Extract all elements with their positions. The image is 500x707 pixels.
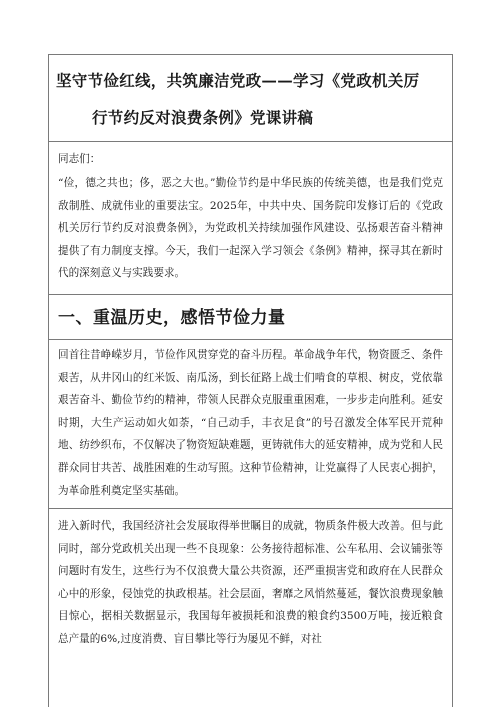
heading-divider: [48, 339, 453, 340]
intro-paragraph: “俭，德之共也；侈，恶之大也。”勤俭节约是中华民族的传统美德，也是我们党克敌制胜、成就伟业的重要法宝。2025年，中共中央、国务院印发修订后的《党政机关厉行节约反对浪费条例》，为党政机关持续加强作风建设、弘扬艰苦奋斗精神提供了有力制度支撑。今天，我们一起深入学习领会《条例》精神，探寻其在新时代的深刻意义与实践要求。: [58, 177, 443, 280]
document-title-line1: 坚守节俭红线，共筑廉洁党政——学习《党政机关厉: [56, 71, 420, 90]
intro-divider: [48, 294, 453, 295]
paragraph-divider: [48, 508, 453, 509]
document-title-line2: 行节约反对浪费条例》党课讲稿: [92, 108, 314, 127]
section-heading: 一、重温历史，感悟节俭力量: [58, 308, 286, 328]
salutation: 同志们：: [58, 153, 101, 165]
history-paragraph: 回首往昔峥嵘岁月，节俭作风贯穿党的奋斗历程。革命战争年代，物资匮乏、条件艰苦，从井冈山的红米饭、南瓜汤，到长征路上战士们啃食的草根、树皮，党依靠艰苦奋斗、勤俭节约的精神，带领人民群众克服重重困难，一步步走向胜利。延安时期，大生产运动如火如荼，“自己动手，丰衣足食”的号召激发全体军民开荒种地、纺纱织布，不仅解决了物资短缺难题，更铸就伟大的延安精神，成为党和人民群众同甘共苦、战胜困难的生动写照。这种节俭精神，让党赢得了人民衷心拥护，为革命胜利奠定坚实基础。: [58, 349, 443, 497]
title-divider: [48, 141, 453, 142]
new-era-paragraph: 进入新时代，我国经济社会发展取得举世瞩目的成就，物质条件极大改善。但与此同时，部分党政机关出现一些不良现象：公务接待超标准、公车私用、会议铺张等问题时有发生，这些行为不仅浪费大量公共资源，还严重损害党和政府在人民群众心中的形象，侵蚀党的执政根基。社会层面，奢靡之风悄然蔓延，餐饮浪费现象触目惊心，据相关数据显示，我国每年被损耗和浪费的粮食约3500万吨，接近粮食总产量的6%,过度消费、盲目攀比等行为屡见不鲜，对社: [58, 520, 443, 645]
